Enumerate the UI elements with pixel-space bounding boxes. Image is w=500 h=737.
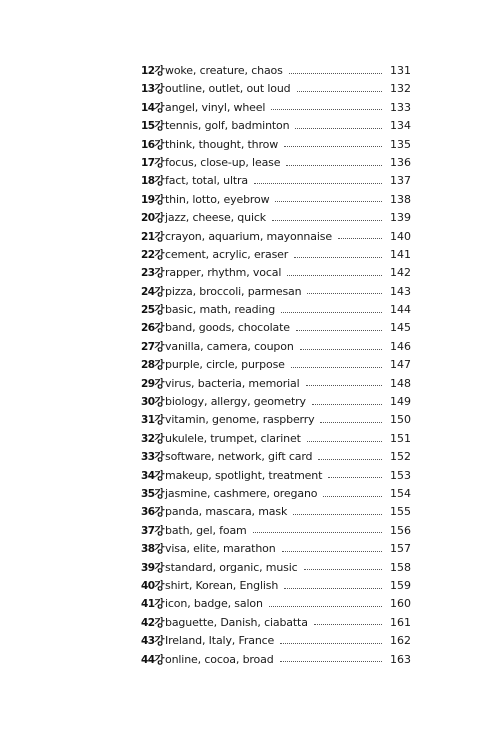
page-number: 145 (390, 321, 411, 335)
lesson-number: 26강 (141, 322, 164, 335)
lesson-topic: focus, close-up, lease (165, 155, 281, 169)
table-of-contents (141, 62, 409, 669)
toc-entry[interactable] (141, 264, 409, 282)
dot-leader (287, 275, 382, 276)
page-number: 133 (390, 100, 411, 114)
dot-leader (282, 551, 382, 552)
page-number: 140 (390, 229, 411, 243)
toc-entry[interactable] (141, 614, 409, 632)
page-number: 146 (390, 339, 411, 353)
lesson-topic: angel, vinyl, wheel (165, 100, 266, 114)
dot-leader (254, 183, 382, 184)
lesson-number: 19강 (141, 193, 164, 206)
lesson-number: 43강 (141, 635, 164, 648)
lesson-topic: vanilla, camera, coupon (165, 339, 294, 353)
lesson-number: 40강 (141, 579, 164, 592)
toc-entry[interactable] (141, 191, 409, 209)
toc-entry[interactable] (141, 503, 409, 521)
lesson-topic: makeup, spotlight, treatment (165, 468, 323, 482)
toc-entry[interactable] (141, 430, 409, 448)
toc-entry[interactable] (141, 559, 409, 577)
page-number: 149 (390, 395, 411, 409)
lesson-number: 28강 (141, 359, 164, 372)
dot-leader (307, 293, 382, 294)
page-number: 134 (390, 119, 411, 133)
toc-entry[interactable] (141, 522, 409, 540)
lesson-topic: think, thought, throw (165, 137, 279, 151)
toc-entry[interactable] (141, 172, 409, 190)
toc-entry[interactable] (141, 467, 409, 485)
lesson-topic: panda, mascara, mask (165, 505, 288, 519)
page-number: 141 (390, 247, 411, 261)
toc-entry[interactable] (141, 632, 409, 650)
toc-entry[interactable] (141, 283, 409, 301)
lesson-topic: visa, elite, marathon (165, 542, 276, 556)
lesson-topic: Ireland, Italy, France (165, 634, 275, 648)
lesson-number: 15강 (141, 120, 164, 133)
lesson-number: 36강 (141, 506, 164, 519)
toc-entry[interactable] (141, 393, 409, 411)
lesson-topic: band, goods, chocolate (165, 321, 290, 335)
page-number: 148 (390, 376, 411, 390)
toc-entry[interactable] (141, 540, 409, 558)
page-number: 137 (390, 174, 411, 188)
lesson-topic: ukulele, trumpet, clarinet (165, 431, 301, 445)
lesson-number: 25강 (141, 304, 164, 317)
lesson-topic: tennis, golf, badminton (165, 119, 290, 133)
lesson-topic: basic, math, reading (165, 303, 276, 317)
dot-leader (328, 477, 382, 478)
toc-entry[interactable] (141, 577, 409, 595)
dot-leader (320, 422, 382, 423)
dot-leader (307, 441, 382, 442)
toc-entry[interactable] (141, 411, 409, 429)
page-number: 135 (390, 137, 411, 151)
lesson-topic: bath, gel, foam (165, 523, 247, 537)
lesson-topic: jazz, cheese, quick (165, 211, 266, 225)
lesson-topic: shirt, Korean, English (165, 578, 279, 592)
lesson-number: 17강 (141, 156, 164, 169)
toc-entry[interactable] (141, 356, 409, 374)
lesson-topic: standard, organic, music (165, 560, 298, 574)
dot-leader (269, 606, 382, 607)
toc-entry[interactable] (141, 246, 409, 264)
page-number: 156 (390, 523, 411, 537)
dot-leader (338, 238, 382, 239)
page-number: 139 (390, 211, 411, 225)
page-number: 131 (390, 64, 411, 77)
lesson-number: 21강 (141, 230, 164, 243)
lesson-number: 13강 (141, 83, 164, 96)
lesson-number: 44강 (141, 653, 164, 666)
lesson-number: 20강 (141, 212, 164, 225)
lesson-topic: baguette, Danish, ciabatta (165, 615, 308, 629)
lesson-number: 32강 (141, 432, 164, 445)
page-number: 152 (390, 450, 411, 464)
toc-entry[interactable] (141, 209, 409, 227)
lesson-number: 27강 (141, 340, 164, 353)
lesson-topic: purple, circle, purpose (165, 358, 285, 372)
dot-leader (284, 146, 382, 147)
dot-leader (306, 385, 382, 386)
toc-entry[interactable] (141, 485, 409, 503)
page-number: 138 (390, 192, 411, 206)
lesson-number: 14강 (141, 101, 164, 114)
page-number: 158 (390, 560, 411, 574)
lesson-topic: cement, acrylic, eraser (165, 247, 289, 261)
dot-leader (323, 496, 382, 497)
dot-leader (318, 459, 382, 460)
lesson-number: 39강 (141, 561, 164, 574)
lesson-topic: crayon, aquarium, mayonnaise (165, 229, 332, 243)
lesson-number: 37강 (141, 524, 164, 537)
page-number: 151 (390, 431, 411, 445)
page-number: 142 (390, 266, 411, 280)
page-number: 144 (390, 303, 411, 317)
page-number: 163 (390, 652, 411, 666)
lesson-number: 23강 (141, 267, 164, 280)
page-number: 155 (390, 505, 411, 519)
dot-leader (295, 128, 382, 129)
toc-entry[interactable] (141, 228, 409, 246)
dot-leader (253, 532, 382, 533)
lesson-topic: woke, creature, chaos (165, 64, 283, 77)
lesson-number: 29강 (141, 377, 164, 390)
dot-leader (272, 220, 382, 221)
toc-entry[interactable] (141, 136, 409, 154)
lesson-topic: vitamin, genome, raspberry (165, 413, 315, 427)
lesson-number: 16강 (141, 138, 164, 151)
dot-leader (314, 624, 382, 625)
dot-leader (297, 91, 382, 92)
dot-leader (289, 73, 382, 74)
toc-entry[interactable] (141, 99, 409, 117)
page-number: 159 (390, 578, 411, 592)
page-number: 154 (390, 486, 411, 500)
lesson-number: 24강 (141, 285, 164, 298)
lesson-topic: virus, bacteria, memorial (165, 376, 300, 390)
lesson-number: 33강 (141, 451, 164, 464)
lesson-topic: outline, outlet, out loud (165, 82, 291, 96)
lesson-number: 34강 (141, 469, 164, 482)
dot-leader (271, 109, 382, 110)
lesson-topic: jasmine, cashmere, oregano (165, 486, 318, 500)
lesson-topic: biology, allergy, geometry (165, 395, 306, 409)
page-number: 136 (390, 155, 411, 169)
lesson-topic: icon, badge, salon (165, 597, 263, 611)
lesson-number: 42강 (141, 616, 164, 629)
page-number: 150 (390, 413, 411, 427)
dot-leader (296, 330, 382, 331)
toc-entry[interactable] (141, 301, 409, 319)
toc-entry[interactable] (141, 62, 409, 80)
dot-leader (280, 661, 382, 662)
dot-leader (281, 312, 382, 313)
toc-entry[interactable] (141, 375, 409, 393)
dot-leader (291, 367, 382, 368)
toc-entry[interactable] (141, 117, 409, 135)
page-number: 143 (390, 284, 411, 298)
page-number: 157 (390, 542, 411, 556)
lesson-number: 30강 (141, 396, 164, 409)
toc-entry[interactable] (141, 319, 409, 337)
dot-leader (294, 257, 382, 258)
lesson-topic: software, network, gift card (165, 450, 313, 464)
dot-leader (280, 643, 382, 644)
toc-entry[interactable] (141, 595, 409, 613)
dot-leader (275, 201, 382, 202)
lesson-topic: online, cocoa, broad (165, 652, 274, 666)
lesson-topic: fact, total, ultra (165, 174, 249, 188)
dot-leader (284, 588, 382, 589)
page-number: 160 (390, 597, 411, 611)
dot-leader (300, 349, 382, 350)
lesson-number: 38강 (141, 543, 164, 556)
lesson-number: 12강 (141, 65, 164, 77)
toc-entry[interactable] (141, 338, 409, 356)
page-number: 147 (390, 358, 411, 372)
page-number: 161 (390, 615, 411, 629)
page-number: 132 (390, 82, 411, 96)
page-number: 153 (390, 468, 411, 482)
lesson-topic: pizza, broccoli, parmesan (165, 284, 302, 298)
dot-leader (304, 569, 382, 570)
lesson-number: 18강 (141, 175, 164, 188)
dot-leader (286, 165, 382, 166)
toc-entry[interactable] (141, 651, 409, 669)
lesson-number: 41강 (141, 598, 164, 611)
lesson-topic: rapper, rhythm, vocal (165, 266, 282, 280)
lesson-topic: thin, lotto, eyebrow (165, 192, 270, 206)
toc-entry[interactable] (141, 80, 409, 98)
toc-entry[interactable] (141, 448, 409, 466)
lesson-number: 22강 (141, 248, 164, 261)
dot-leader (293, 514, 382, 515)
toc-entry[interactable] (141, 154, 409, 172)
dot-leader (312, 404, 382, 405)
lesson-number: 35강 (141, 487, 164, 500)
lesson-number: 31강 (141, 414, 164, 427)
page-number: 162 (390, 634, 411, 648)
